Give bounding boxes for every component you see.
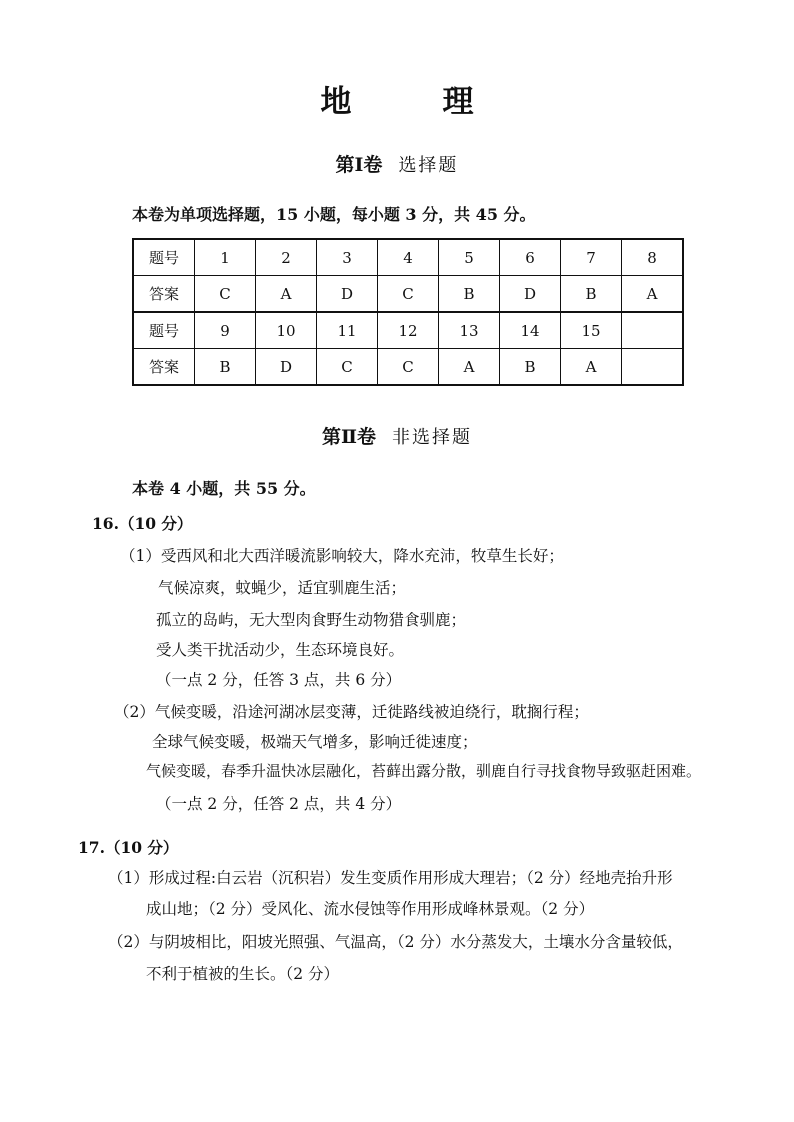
table-row	[133, 239, 683, 276]
table-cell: 2	[256, 239, 317, 276]
table-cell: 15	[561, 312, 622, 349]
table-cell: 6	[500, 239, 561, 276]
table-cell: 12	[378, 312, 439, 349]
q16-line: 气候变暖，春季升温快冰层融化，苔藓出露分散，驯鹿自行寻找食物导致驱赶困难。	[146, 762, 702, 780]
page-title: 地 理	[320, 84, 504, 120]
q16-heading: 16.（10 分）	[92, 514, 193, 533]
table-cell: D	[500, 276, 561, 313]
table-cell: 10	[256, 312, 317, 349]
table-cell: B	[439, 276, 500, 313]
table-cell: D	[317, 276, 378, 313]
q16-line: （1）受西风和北大西洋暖流影响较大，降水充沛，牧草生长好；	[120, 547, 564, 565]
table-cell: B	[561, 276, 622, 313]
q17-line: 成山地；（2 分）受风化、流水侵蚀等作用形成峰林景观。（2 分）	[146, 900, 595, 918]
row-label: 题号	[133, 312, 195, 349]
table-cell: C	[378, 276, 439, 313]
table-cell: 13	[439, 312, 500, 349]
q16-line: 气候凉爽，蚊蝇少，适宜驯鹿生活；	[158, 579, 407, 597]
answer-table	[132, 238, 684, 386]
table-cell: A	[439, 349, 500, 386]
q17-line: （1）形成过程:白云岩（沉积岩）发生变质作用形成大理岩；（2 分）经地壳抬升形	[108, 869, 673, 887]
part2-intro: 本卷 4 小题，共 55 分。	[132, 479, 316, 498]
q17-heading: 17.（10 分）	[78, 838, 179, 857]
table-cell: 11	[317, 312, 378, 349]
row-label: 题号	[133, 239, 195, 276]
table-cell	[622, 349, 684, 386]
table-cell: 9	[195, 312, 256, 349]
table-cell: A	[561, 349, 622, 386]
part1-name: 选择题	[398, 155, 459, 176]
table-cell: 4	[378, 239, 439, 276]
table-cell: A	[622, 276, 684, 313]
part1-intro: 本卷为单项选择题，15 小题，每小题 3 分，共 45 分。	[132, 205, 536, 224]
table-cell: 3	[317, 239, 378, 276]
row-label: 答案	[133, 276, 195, 313]
q16-line: （2）气候变暖，沿途河湖冰层变薄，迁徙路线被迫绕行，耽搁行程；	[114, 703, 589, 721]
table-cell: A	[256, 276, 317, 313]
part2-heading	[0, 422, 794, 449]
table-cell: 1	[195, 239, 256, 276]
table-cell: C	[378, 349, 439, 386]
table-cell: 7	[561, 239, 622, 276]
part2-name: 非选择题	[392, 427, 472, 448]
table-row	[133, 312, 683, 349]
table-cell: 8	[622, 239, 684, 276]
table-cell: 14	[500, 312, 561, 349]
q16-line: 受人类干扰活动少，生态环境良好。	[156, 641, 405, 659]
part1-label: 第Ⅰ卷	[335, 154, 383, 176]
table-cell	[622, 312, 684, 349]
table-cell: D	[256, 349, 317, 386]
table-cell: B	[195, 349, 256, 386]
table-row	[133, 349, 683, 386]
q16-line: 孤立的岛屿，无大型肉食野生动物猎食驯鹿；	[156, 611, 467, 629]
q17-line: 不利于植被的生长。（2 分）	[146, 965, 340, 983]
row-label: 答案	[133, 349, 195, 386]
table-row	[133, 276, 683, 313]
table-cell: B	[500, 349, 561, 386]
q16-line: 全球气候变暖，极端天气增多，影响迁徙速度；	[152, 733, 478, 751]
part1-heading	[0, 150, 794, 177]
table-cell: C	[195, 276, 256, 313]
part2-label: 第Ⅱ卷	[321, 426, 376, 448]
table-cell: 5	[439, 239, 500, 276]
q16-score-note: （一点 2 分，任答 3 点，共 6 分）	[156, 671, 402, 689]
q17-line: （2）与阴坡相比，阳坡光照强、气温高，（2 分）水分蒸发大，土壤水分含量较低，	[108, 933, 683, 951]
table-cell: C	[317, 349, 378, 386]
q16-score-note: （一点 2 分，任答 2 点，共 4 分）	[156, 795, 402, 813]
